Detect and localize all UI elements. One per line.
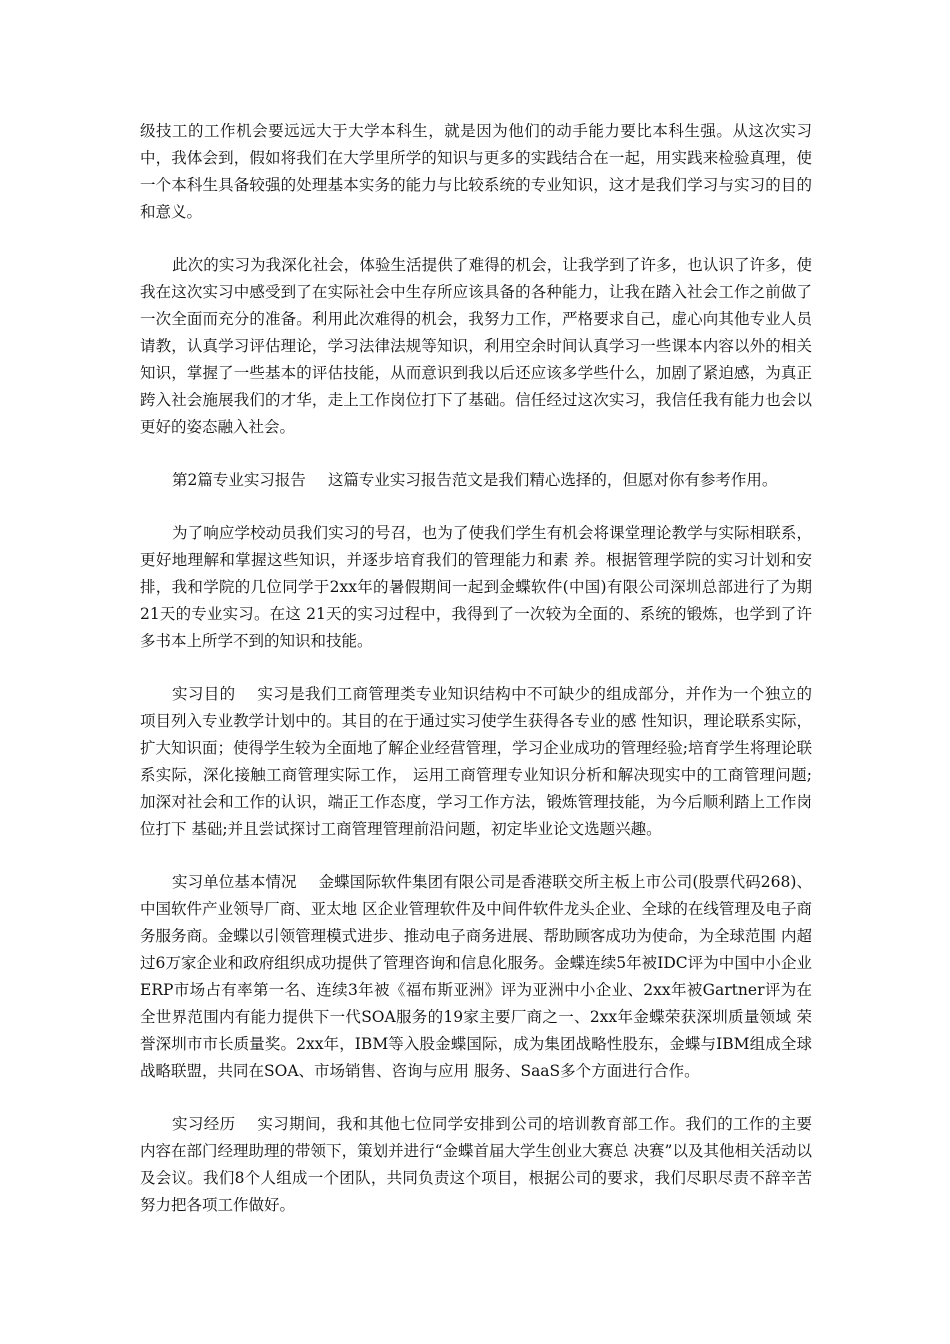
paragraph-text: 这篇专业实习报告范文是我们精心选择的，但愿对你有参考作用。 xyxy=(327,471,778,489)
paragraph-text: 此次的实习为我深化社会，体验生活提供了难得的机会，让我学到了许多，也认识了许多，使我在这次实习中感受到了在实际社会中生存所应该具备的各种能力，让我在踏入社会工作之前做了一次全面而充分的准备。利用此次难得的机会，我努力工作，严格要求自己，虚心向其他专业人员请教，认真学习评估理论，学习法律法规等知识，利用空余时间认真学习一些课本内容以外的相关知识，掌握了一些基本的评估技能，从而意识到我以后还应该多学些什么，加剧了紧迫感，为真正跨入社会施展我们的才华，走上工作岗位打下了基础。信任经过这次实习，我信任我有能力也会以更好的姿态融入社会。 xyxy=(140,256,812,436)
paragraph xyxy=(140,1111,812,1219)
paragraph-text: 实习期间，我和其他七位同学安排到公司的培训教育部工作。我们的工作的主要内容在部门经理助理的带领下，策划并进行“金蝶首届大学生创业大赛总 决赛”以及其他相关活动以及会议。我们8个人组成一个团队，共同负责这个项目，根据公司的要求，我们尽职尽责不辞辛苦努力把各项工作做好。 xyxy=(140,1115,812,1214)
paragraph-text: 实习是我们工商管理类专业知识结构中不可缺少的组成部分，并作为一个独立的项目列入专业教学计划中的。其目的在于通过实习使学生获得各专业的感 性知识，理论联系实际，扩大知识面；使得学生较为全面地了解企业经营管理，学习企业成功的管理经验;培育学生将理论联系实际，深化接触工商管理实际工作， 运用工商管理专业知识分析和解决现实中的工商管理问题;加深对社会和工作的认识，端正工作态度，学习工作方法，锻炼管理技能，为今后顺利踏上工作岗位打下 基础;并且尝试探讨工商管理管理前沿问题，初定毕业论文选题兴趣。 xyxy=(140,685,812,838)
section-heading: 实习单位基本情况 xyxy=(172,873,297,891)
paragraph-text: 金蝶国际软件集团有限公司是香港联交所主板上市公司(股票代码268)、中国软件产业领导厂商、亚太地 区企业管理软件及中间件软件龙头企业、全球的在线管理及电子商务服务商。金蝶以引领管理模式进步、推动电子商务进展、帮助顾客成功为使命，为全球范围 内超过6万家企业和政府组织成功提供了管理咨询和信息化服务。金蝶连续5年被IDC评为中国中小企业ERP市场占有率第一名、连续3年被《福布斯亚洲》评为亚洲中小企业、2xx年被Gartner评为在全世界范围内有能力提供下一代SOA服务的19家主要厂商之一、2xx年金蝶荣获深圳质量领域 荣誉深圳市市长质量奖。2xx年，IBM等入股金蝶国际，成为集团战略性股东，金蝶与IBM组成全球战略联盟，共同在SOA、市场销售、咨询与应用 服务、SaaS多个方面进行合作。 xyxy=(140,873,812,1080)
paragraph xyxy=(140,520,812,655)
section-heading: 实习目的 xyxy=(172,685,236,703)
paragraph xyxy=(140,467,812,494)
paragraph xyxy=(140,681,812,843)
document-body xyxy=(140,118,812,1245)
section-heading: 第2篇专业实习报告 xyxy=(172,471,306,489)
paragraph xyxy=(140,118,812,226)
paragraph xyxy=(140,252,812,441)
section-heading: 实习经历 xyxy=(172,1115,236,1133)
paragraph xyxy=(140,869,812,1085)
paragraph-text: 为了响应学校动员我们实习的号召，也为了使我们学生有机会将课堂理论教学与实际相联系，更好地理解和掌握这些知识，并逐步培育我们的管理能力和素 养。根据管理学院的实习计划和安排，我和学院的几位同学于2xx年的暑假期间一起到金蝶软件(中国)有限公司深圳总部进行了为期21天的专业实习。在这 21天的实习过程中，我得到了一次较为全面的、系统的锻炼，也学到了许多书本上所学不到的知识和技能。 xyxy=(140,524,812,650)
paragraph-text: 级技工的工作机会要远远大于大学本科生，就是因为他们的动手能力要比本科生强。从这次实习中，我体会到，假如将我们在大学里所学的知识与更多的实践结合在一起，用实践来检验真理，使一个本科生具备较强的处理基本实务的能力与比较系统的专业知识，这才是我们学习与实习的目的和意义。 xyxy=(140,122,812,221)
